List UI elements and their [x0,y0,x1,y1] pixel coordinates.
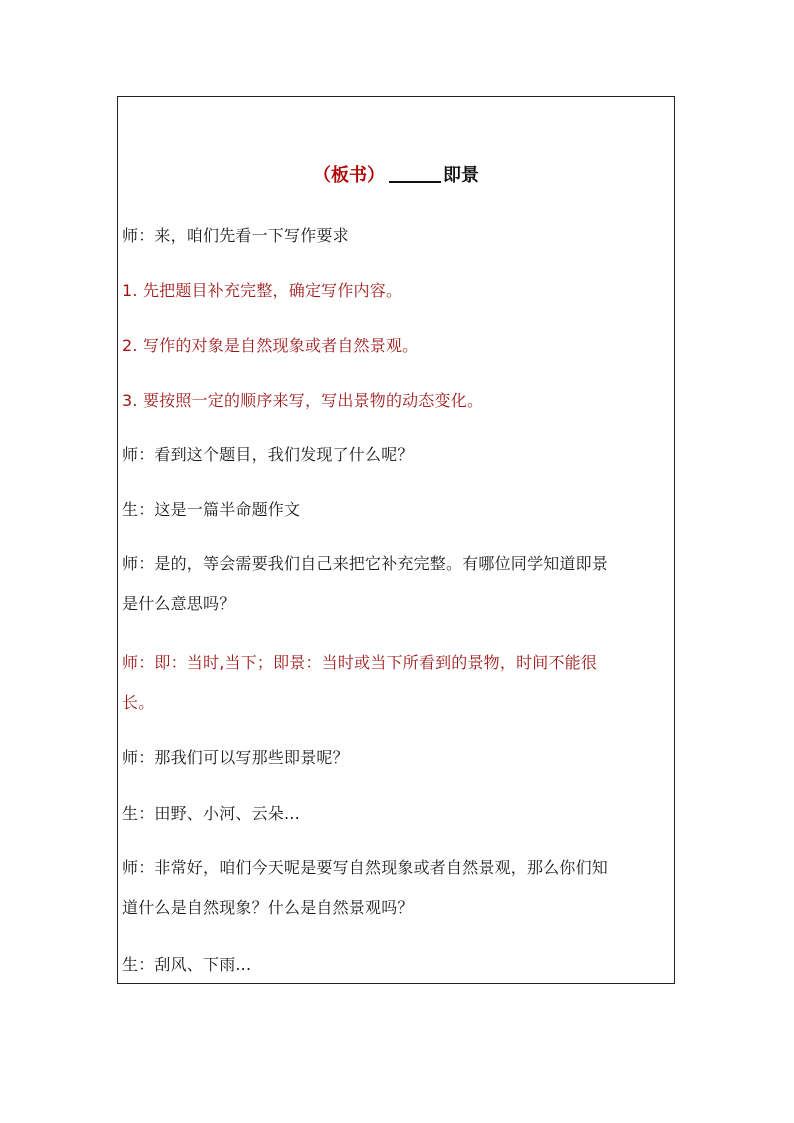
paragraph-line: 师：来，咱们先看一下写作要求 [122,226,349,245]
paragraph-line: 师：非常好，咱们今天呢是要写自然现象或者自然景观，那么你们知 [122,858,609,877]
definition-line: 师：即：当时,当下；即景：当时或当下所看到的景物，时间不能很 [122,653,598,672]
paragraph-line: 师：是的，等会需要我们自己来把它补充完整。有哪位同学知道即景 [122,554,609,573]
blackboard-title [118,163,674,189]
paragraph-line: 生：刮风、下雨... [122,955,252,974]
paragraph-line: 生：这是一篇半命题作文 [122,500,301,519]
title-label: （板书） [313,165,385,186]
paragraph-line: 师：看到这个题目，我们发现了什么呢？ [122,445,414,464]
requirement-3: 3. 要按照一定的顺序来写，写出景物的动态变化。 [122,391,484,410]
paragraph-line: 是什么意思吗？ [122,594,236,613]
paragraph-line: 道什么是自然现象？什么是自然景观吗？ [122,898,414,917]
requirement-2: 2. 写作的对象是自然现象或者自然景观。 [122,336,419,355]
requirement-1: 1. 先把题目补充完整，确定写作内容。 [122,281,403,300]
title-topic: 即景 [443,165,479,186]
paragraph-line: 师：那我们可以写那些即景呢？ [122,748,349,767]
paragraph-line: 生：田野、小河、云朵... [122,804,300,823]
title-blank-line [389,163,441,183]
definition-line: 长。 [122,693,155,712]
lesson-table-cell [117,96,675,984]
